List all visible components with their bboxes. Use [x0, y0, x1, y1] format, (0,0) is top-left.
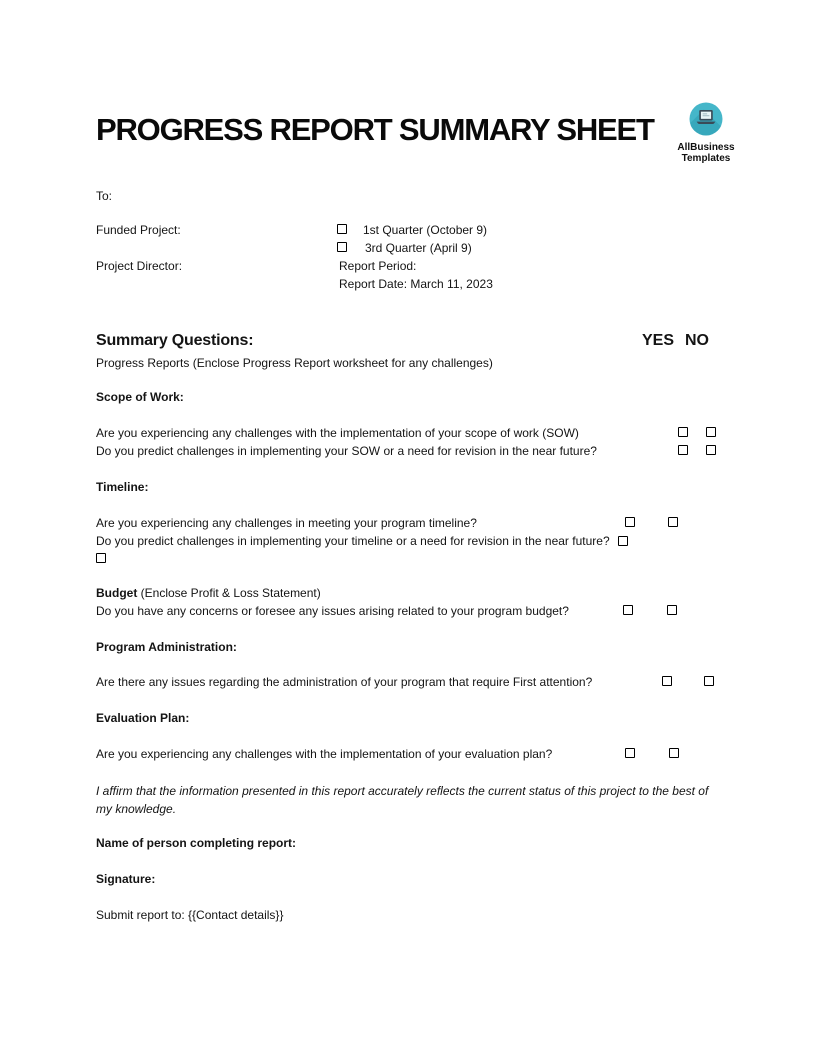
- budget-question-1: Do you have any concerns or foresee any issues arising related to your program budget?: [96, 604, 569, 618]
- checkbox-yes-timeline-q2[interactable]: [618, 536, 628, 546]
- checkbox-no-scope-q2[interactable]: [706, 445, 716, 455]
- budget-heading: Budget: [96, 586, 138, 600]
- checkbox-yes-timeline-q1[interactable]: [625, 517, 635, 527]
- checkbox-yes-scope-q2[interactable]: [678, 445, 688, 455]
- report-date: Report Date: March 11, 2023: [339, 277, 493, 291]
- submit-to-line: Submit report to: {{Contact details}}: [96, 908, 284, 922]
- no-column-header: NO: [685, 332, 709, 349]
- timeline-question-2: Do you predict challenges in implementing your timeline or a need for revision in the near future?: [96, 534, 610, 548]
- scope-question-1: Are you experiencing any challenges with the implementation of your scope of work (SOW): [96, 426, 579, 440]
- timeline-question-1: Are you experiencing any challenges in meeting your program timeline?: [96, 516, 477, 530]
- evaluation-question-1: Are you experiencing any challenges with the implementation of your evaluation plan?: [96, 747, 553, 761]
- logo-text-line2: Templates: [681, 153, 731, 164]
- checkbox-yes-budget-q1[interactable]: [623, 605, 633, 615]
- checkbox-no-program-admin-q1[interactable]: [704, 676, 714, 686]
- checkbox-no-timeline-q2[interactable]: [96, 553, 106, 563]
- checkbox-quarter-3[interactable]: [337, 242, 347, 252]
- summary-questions-heading: Summary Questions:: [96, 332, 254, 349]
- page-title: PROGRESS REPORT SUMMARY SHEET: [96, 112, 654, 147]
- checkbox-no-timeline-q1[interactable]: [668, 517, 678, 527]
- quarter-3-option: 3rd Quarter (April 9): [365, 241, 472, 255]
- summary-intro: Progress Reports (Enclose Progress Report worksheet for any challenges): [96, 356, 493, 370]
- checkbox-yes-evaluation-q1[interactable]: [625, 748, 635, 758]
- affirmation-statement: I affirm that the information presented in this report accurately reflects the current status of this project to the best of my knowledge.: [96, 784, 709, 816]
- program-admin-heading: Program Administration:: [96, 640, 237, 654]
- yes-column-header: YES: [642, 332, 675, 349]
- evaluation-heading: Evaluation Plan:: [96, 711, 190, 725]
- checkbox-quarter-1[interactable]: [337, 224, 347, 234]
- allbusiness-logo: [674, 101, 738, 164]
- checkbox-no-budget-q1[interactable]: [667, 605, 677, 615]
- timeline-heading: Timeline:: [96, 480, 149, 494]
- quarter-1-option: 1st Quarter (October 9): [363, 223, 488, 237]
- budget-heading-note: (Enclose Profit & Loss Statement): [137, 586, 321, 600]
- project-director-label: Project Director:: [96, 259, 183, 273]
- to-label: To:: [96, 189, 113, 203]
- program-admin-question-1: Are there any issues regarding the administration of your program that require First attention?: [96, 675, 593, 689]
- report-period-label: Report Period:: [339, 259, 417, 273]
- checkbox-yes-program-admin-q1[interactable]: [662, 676, 672, 686]
- signature-label: Signature:: [96, 872, 156, 886]
- logo-text-line1: AllBusiness: [677, 142, 735, 153]
- scope-question-2: Do you predict challenges in implementing your SOW or a need for revision in the near future?: [96, 444, 597, 458]
- laptop-logo-icon: [688, 101, 724, 140]
- funded-project-label: Funded Project:: [96, 223, 181, 237]
- name-label: Name of person completing report:: [96, 836, 297, 850]
- checkbox-no-evaluation-q1[interactable]: [669, 748, 679, 758]
- checkbox-no-scope-q1[interactable]: [706, 427, 716, 437]
- checkbox-yes-scope-q1[interactable]: [678, 427, 688, 437]
- scope-heading: Scope of Work:: [96, 390, 184, 404]
